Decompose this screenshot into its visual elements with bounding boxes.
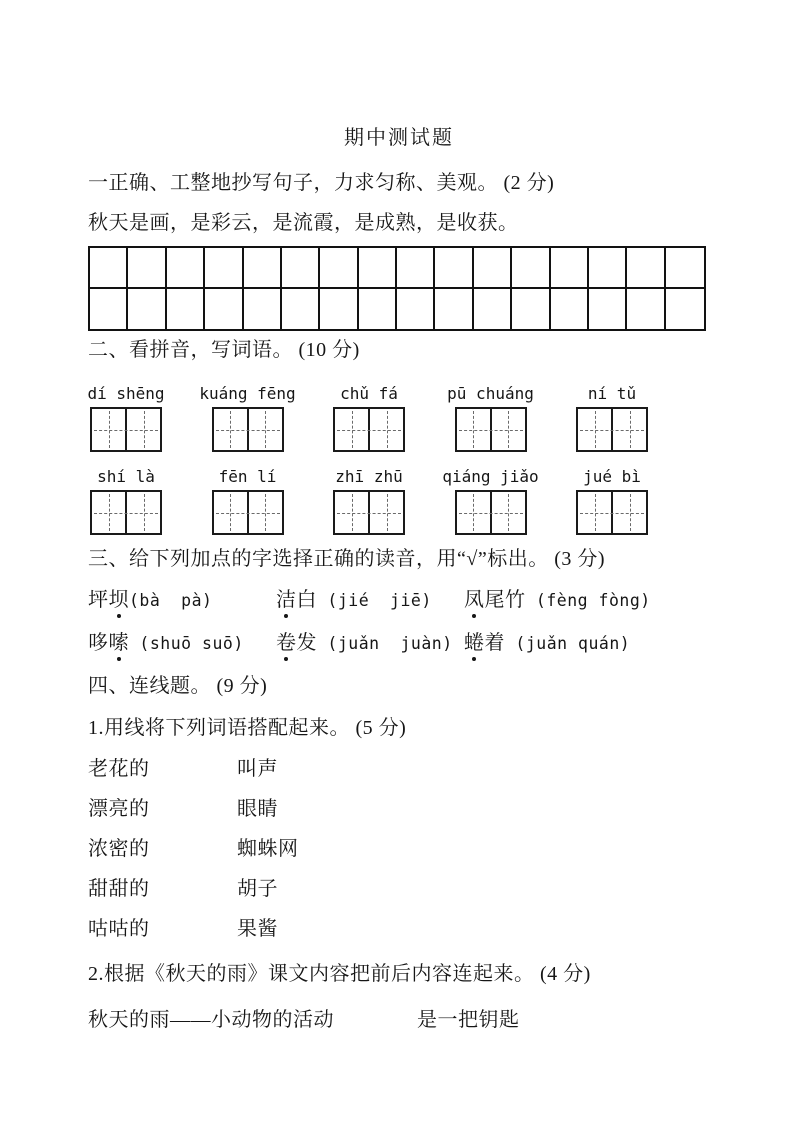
copy-grid-cell [435,248,473,289]
copy-grid-cell [359,248,397,289]
paper-content [88,0,710,1122]
copy-grid-cell [589,248,627,289]
copy-grid-cell [627,248,665,289]
pronunciation-item [464,588,651,613]
pinyin-group [442,467,539,535]
word-char: 尾 [484,589,505,611]
word-char: 白 [296,589,317,611]
writing-cell [457,409,490,450]
copy-grid-cell [551,289,589,330]
copy-grid-cell [666,289,704,330]
pronunciation-item [276,588,464,613]
copy-grid-cell [589,289,627,330]
word-char: 竹 [505,589,526,611]
writing-cell [125,492,160,533]
rain-match-left: 秋天的雨——小动物的活动 [88,1009,334,1031]
pinyin-options: (bà pà) [129,591,213,610]
writing-box [90,490,162,535]
pinyin-label: kuáng fēng [199,384,296,403]
writing-box [576,407,648,452]
writing-box [212,490,284,535]
pinyin-group [212,467,284,535]
copy-grid-cell [512,248,550,289]
match-left-word: 浓密的 [88,838,150,860]
match-right-word: 叫声 [237,758,278,780]
pinyin-label: pū chuáng [447,384,534,403]
writing-cell [92,409,125,450]
match-left-word: 老花的 [88,758,150,780]
writing-cell [490,409,525,450]
copy-grid-cell [551,248,589,289]
section2-heading: 二、看拼音，写词语。 (10 分) [88,339,360,361]
writing-cell [611,409,646,450]
word-char: 发 [296,632,317,654]
section4-part1-heading: 1.用线将下列词语搭配起来。 (5 分) [88,717,407,739]
pinyin-options: (juǎn juàn) [317,634,453,653]
pinyin-options: (juǎn quán) [505,634,631,653]
pinyin-group [90,467,162,535]
pinyin-label: chǔ fá [340,384,398,403]
writing-cell [247,409,282,450]
copy-grid-cell [205,289,243,330]
pinyin-group [447,384,534,452]
word-char: 坝 [108,589,129,611]
writing-box [333,490,405,535]
word-char: 卷 [276,632,297,654]
writing-box [455,407,527,452]
match-left-word: 甜甜的 [88,878,150,900]
pinyin-group [576,384,648,452]
pinyin-group [333,384,405,452]
copy-grid-cell [512,289,550,330]
copy-grid-cell [474,289,512,330]
match-right-word: 眼睛 [237,798,278,820]
writing-box [333,407,405,452]
section1-sentence: 秋天是画，是彩云，是流霞，是成熟，是收获。 [88,212,519,234]
match-right-word: 果酱 [237,918,278,940]
section3-items [88,588,651,656]
writing-box [576,490,648,535]
pinyin-label: ní tǔ [587,384,637,403]
copy-grid-cell [474,248,512,289]
writing-cell [335,492,368,533]
writing-cell [92,492,125,533]
copy-grid-cell [90,289,128,330]
pinyin-group [87,384,165,452]
pinyin-label: dí shēng [87,384,165,403]
copy-grid-cell [167,248,205,289]
pinyin-label: qiáng jiǎo [442,467,539,486]
copy-grid-cell [282,248,320,289]
pinyin-label: fēn lí [218,467,277,486]
pronunciation-item [276,631,464,656]
writing-cell [247,492,282,533]
copy-grid-cell [666,248,704,289]
match-right-word: 蜘蛛网 [237,838,299,860]
pronunciation-item [88,631,276,656]
word-char: 洁 [276,589,297,611]
pinyin-label: zhī zhū [335,467,403,486]
rain-match-right: 是一把钥匙 [417,1009,520,1031]
copy-grid-cell [128,289,166,330]
page-title: 期中测试题 [344,127,454,149]
writing-box [212,407,284,452]
pinyin-options: (fèng fòng) [525,591,651,610]
copy-grid-cell [282,289,320,330]
writing-cell [368,492,403,533]
copy-grid-cell [359,289,397,330]
writing-cell [214,409,247,450]
word-char: 坪 [88,589,109,611]
section4-part2-heading: 2.根据《秋天的雨》课文内容把前后内容连起来。 (4 分) [88,963,591,985]
copy-grid-cell [397,289,435,330]
writing-cell [125,409,160,450]
writing-cell [490,492,525,533]
match-list [88,758,299,941]
section3-heading: 三、给下列加点的字选择正确的读音，用“√”标出。 (3 分) [88,548,606,570]
match-left-word: 漂亮的 [88,798,150,820]
pinyin-group [333,467,405,535]
pinyin-group [576,467,648,535]
writing-cell [335,409,368,450]
word-char: 蜷 [464,632,485,654]
copy-grid-cell [397,248,435,289]
pronunciation-item [88,588,276,613]
word-char: 哆 [88,632,109,654]
copy-grid [88,246,706,331]
copy-grid-cell [627,289,665,330]
writing-cell [457,492,490,533]
writing-cell [611,492,646,533]
copy-grid-cell [320,248,358,289]
pinyin-group [199,384,296,452]
word-char: 嗦 [108,632,129,654]
copy-grid-cell [320,289,358,330]
pinyin-row-1 [87,384,710,452]
pronunciation-item [464,631,651,656]
match-right-word: 胡子 [237,878,278,900]
match-left-word: 咕咕的 [88,918,150,940]
pinyin-options: (shuō suō) [129,634,244,653]
writing-box [455,490,527,535]
pinyin-label: shí là [97,467,155,486]
pinyin-label: jué bì [583,467,641,486]
copy-grid-cell [244,248,282,289]
writing-cell [368,409,403,450]
pinyin-row-2 [90,467,710,535]
writing-box [90,407,162,452]
copy-grid-cell [90,248,128,289]
section1-heading: 一正确、工整地抄写句子，力求匀称、美观。 (2 分) [88,172,555,194]
pinyin-options: (jié jiē) [317,591,432,610]
writing-cell [578,492,611,533]
copy-grid-cell [167,289,205,330]
copy-grid-cell [128,248,166,289]
copy-grid-cell [435,289,473,330]
section4-part2-line [88,1008,708,1032]
copy-grid-cell [244,289,282,330]
writing-cell [214,492,247,533]
copy-grid-cell [205,248,243,289]
word-char: 凤 [464,589,485,611]
word-char: 着 [484,632,505,654]
section4-heading: 四、连线题。 (9 分) [88,675,268,697]
writing-cell [578,409,611,450]
